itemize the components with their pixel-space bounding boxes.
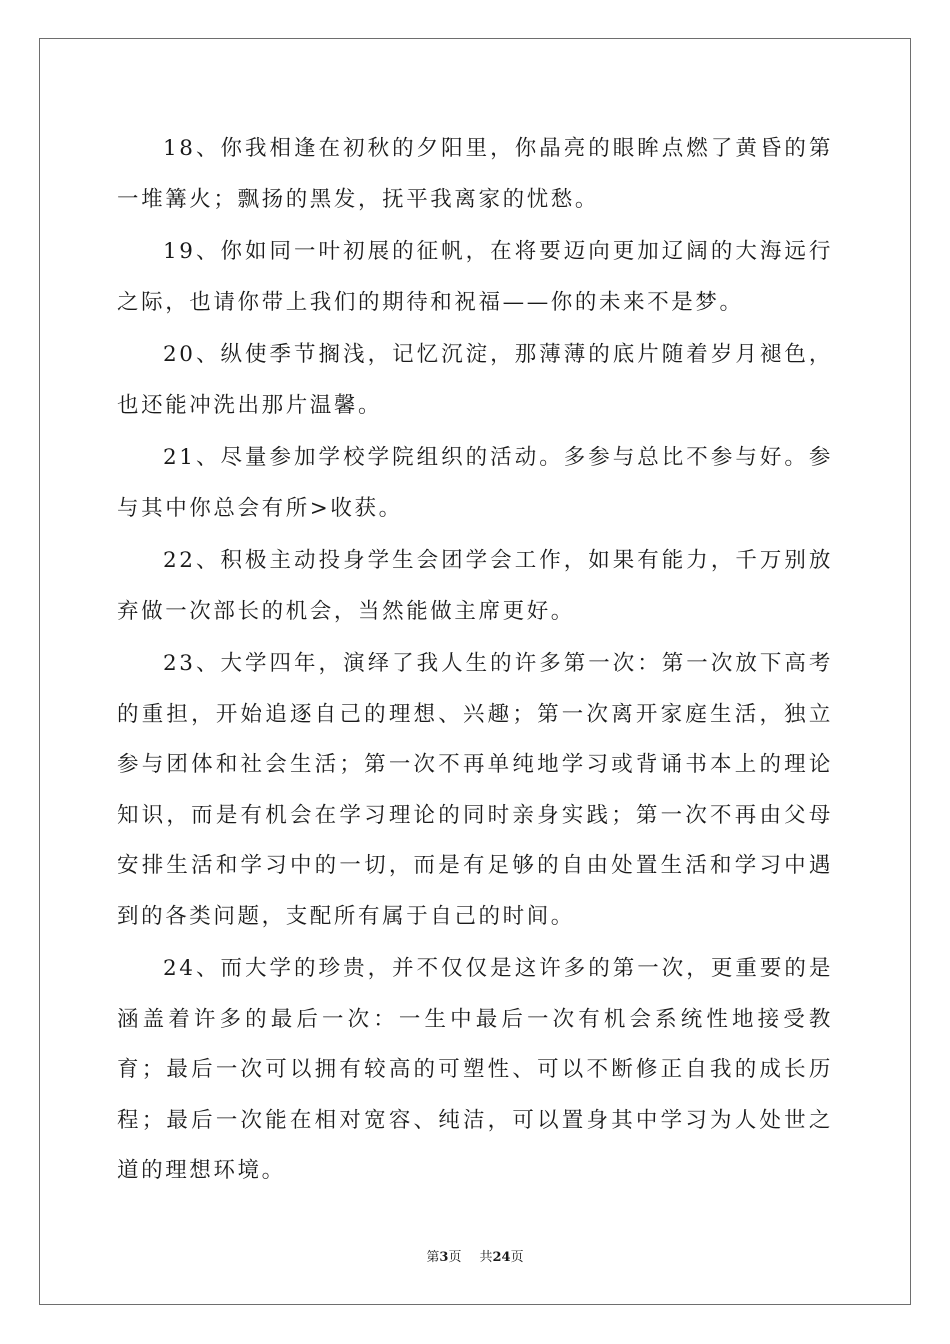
paragraph-23: 23、大学四年，演绎了我人生的许多第一次：第一次放下高考的重担，开始追逐自己的理想、兴趣；第一次离开家庭生活，独立参与团体和社会生活；第一次不再单纯地学习或背诵书本上的理论知识，而是有机会在学习理论的同时亲身实践；第一次不再由父母安排生活和学习中的一切，而是有足够的自由处置生活和学习中遇到的各类问题，支配所有属于自己的时间。 <box>117 651 833 929</box>
total-pages: 24 <box>492 1250 511 1265</box>
paragraph-21: 21、尽量参加学校学院组织的活动。多参与总比不参与好。参与其中你总会有所>收获。 <box>117 445 833 521</box>
paragraph-18: 18、你我相逢在初秋的夕阳里，你晶亮的眼眸点燃了黄昏的第一堆篝火；飘扬的黑发，抚平我离家的忧愁。 <box>117 136 833 212</box>
paragraph-19: 19、你如同一叶初展的征帆，在将要迈向更加辽阔的大海远行之际，也请你带上我们的期待和祝福——你的未来不是梦。 <box>117 239 833 315</box>
page-number: 3 <box>439 1250 449 1265</box>
page-suffix: 页 <box>448 1250 462 1265</box>
total-prefix: 共 <box>479 1250 493 1265</box>
page-footer <box>0 1246 950 1265</box>
page-prefix: 第 <box>426 1250 440 1265</box>
paragraph-24: 24、而大学的珍贵，并不仅仅是这许多的第一次，更重要的是涵盖着许多的最后一次：一生中最后一次有机会系统性地接受教育；最后一次可以拥有较高的可塑性、可以不断修正自我的成长历程；最后一次能在相对宽容、纯洁，可以置身其中学习为人处世之道的理想环境。 <box>117 956 833 1183</box>
document-body <box>117 124 833 1197</box>
paragraph-20: 20、纵使季节搁浅，记忆沉淀，那薄薄的底片随着岁月褪色，也还能冲洗出那片温馨。 <box>117 342 833 418</box>
paragraph-22: 22、积极主动投身学生会团学会工作，如果有能力，千万别放弃做一次部长的机会，当然能做主席更好。 <box>117 548 833 624</box>
total-suffix: 页 <box>510 1250 524 1265</box>
